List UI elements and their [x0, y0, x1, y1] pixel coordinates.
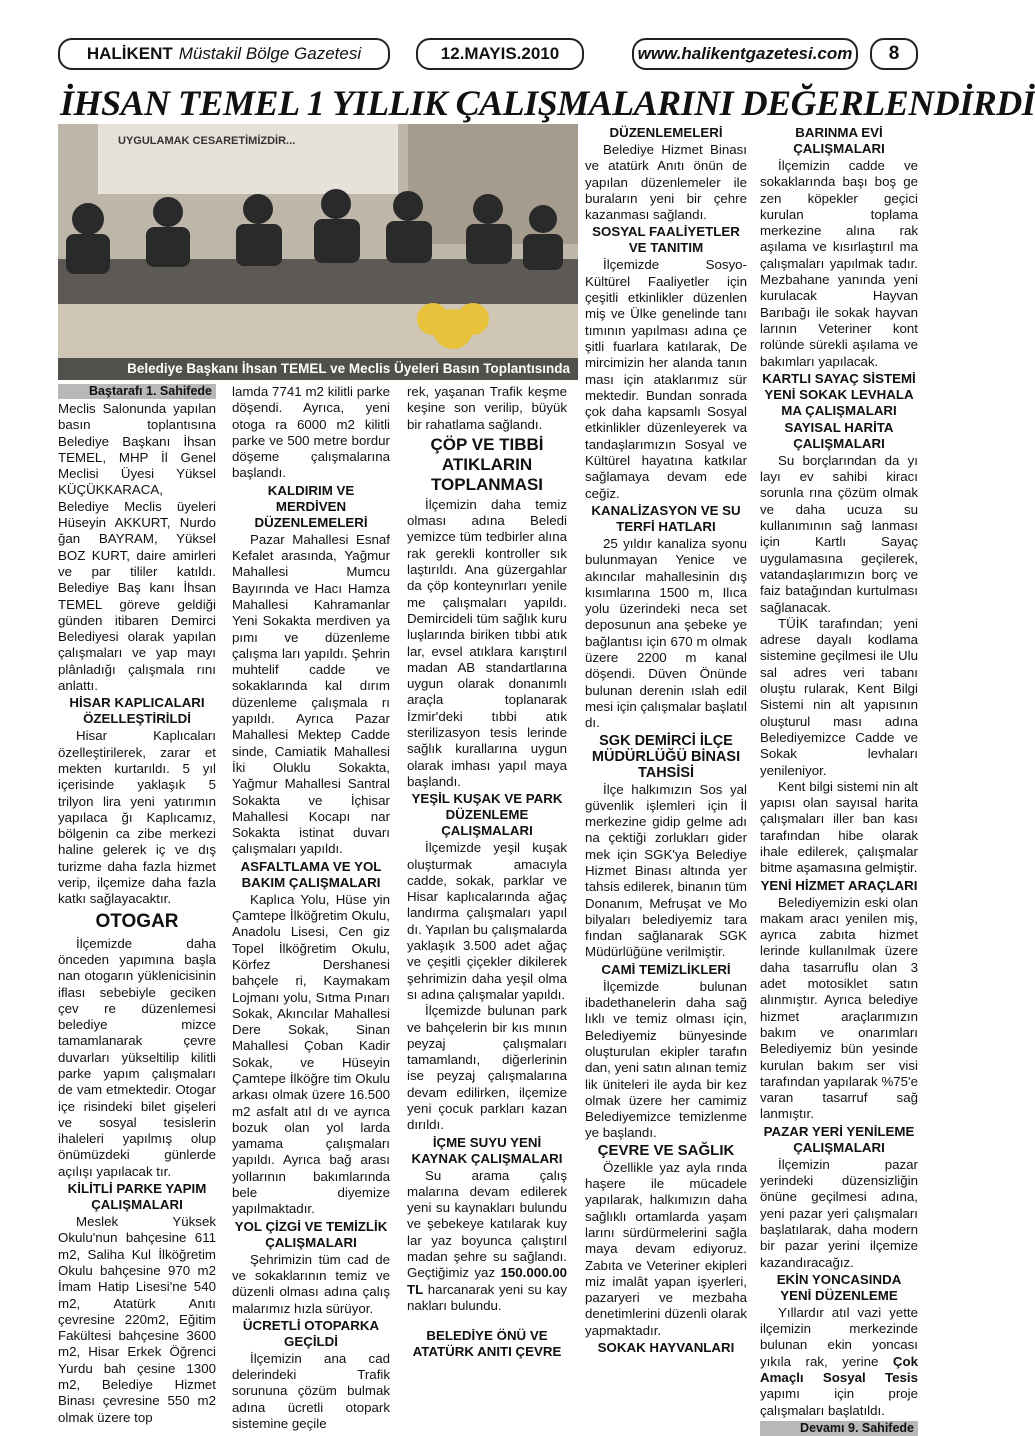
- section-heading: SOKAK HAYVANLARI: [597, 1340, 735, 1355]
- section-heading: SOSYAL FAALİYETLER VE TANITIM: [592, 224, 740, 256]
- paragraph: [407, 1168, 567, 1315]
- paragraph: İlçemizde bulunan ibadethanelerin daha sağ lıklı ve temiz olması için, Belediyemiz bünyesinde oluşturulan ekipler tarafın dan, yeni satın alınan temiz lik üniteleri ile ayda bir kez olmak üzere her camimiz Belediyemizce temizlenme ye başlandı.: [585, 978, 747, 1141]
- paragraph: İlçemizde bulunan park ve bahçelerin bir kıs mının peyzaj çalışmaları tamamlandı, diğerlerinin ise peyzaj çalışmalarına devam edilirken, ilçemize yeni çocuk parkları kazan dırıldı.: [407, 1003, 567, 1133]
- paragraph: İlçemizin cadde ve sokaklarında başı boş ge zen köpekler geçici kurulan toplama merkezine alına rak aşılama ve kısırlaştırıl ma çalışmaları yapılmak tadır. Mezbahane yanında yeni kurulacak Hayvan Barıbağı ile sokak hayvan larının Veteriner kont rolünde sürekli aşılama ve bakımları yapılacak.: [760, 158, 918, 369]
- section-heading: KANALİZASYON VE SU TERFİ HATLARI: [591, 502, 741, 534]
- paragraph: Kent bilgi sistemi nin alt yapısı olan sayısal harita çalışmaları iller ban kası tarafından hibe olarak ihale edilerek, çalışmalar bitme aşamasına gelmiştir.: [760, 778, 918, 876]
- paragraph: Hisar Kaplıcaları özelleştirilerek, zarar et mekten kurtarıldı. 5 yıl içerisinde yaklaşık 5 trilyon lira yeni yatırımın yapılaca ğı Kaplıcamız, bölgenin ca zibe merkezi haline gelerek iç ve dış turizme daha fazla hizmet verip, ilçemize daha fazla katkı sağlayacaktır.: [58, 728, 216, 907]
- brand-subtitle: Müstakil Bölge Gazetesi: [178, 44, 362, 63]
- page-number-pill: [870, 38, 918, 70]
- paragraph-text: harcanarak yeni su kay nakları bulundu.: [407, 1281, 567, 1313]
- section-heading: SAYISAL HARİTA ÇALIŞMALARI: [784, 419, 894, 451]
- column-5: [760, 124, 918, 1435]
- website-url: www.halikentgazetesi.com: [637, 44, 853, 63]
- issue-date: 12.MAYIS.2010: [440, 44, 560, 63]
- section-heading: CAMİ TEMİZLİKLERİ: [601, 961, 731, 977]
- section-heading: YOL ÇİZGİ VE TEMİZLİK ÇALIŞMALARI: [234, 1218, 388, 1250]
- section-heading: BELEDİYE ÖNÜ VE ATATÜRK ANITI ÇEVRE: [412, 1328, 562, 1360]
- section-heading: KİLİTLİ PARKE YAPIM ÇALIŞMALARI: [67, 1181, 207, 1213]
- photo-caption: Belediye Başkanı İhsan TEMEL ve Meclis Üyeleri Basın Toplantısında: [58, 358, 578, 380]
- paragraph: lamda 7741 m2 kilitli parke döşendi. Ayrıca, yeni otoga ra 6000 m2 kilitli parke ve 500 metre bordur döşeme çalışmalarına başlandı.: [232, 384, 390, 481]
- paragraph: İlçe halkımızın Sos yal güvenlik işlemleri için İl merkezine gidip gelme adı na çektiği zorlukları gider mek için SGK'ya Belediye Hizmet Binası altında yer tahsis edilerek, binanın tüm Donanım, Mefruşat ve Mo bilyaları belediyemiz tara fından sağlanarak SGK Müdürlüğüne verilmiştir.: [585, 781, 747, 960]
- banner-text: UYGULAMAK CESARETİMİZDİR...: [118, 135, 296, 147]
- column-2: [232, 384, 390, 1432]
- paragraph: İlçemizin ana cad delerindeki Trafik sorununa çözüm bulmak adına ücretli otopark sistemine geçile: [232, 1350, 390, 1432]
- paragraph: Meslek Yüksek Okulu'nun bahçesine 611 m2, Saliha Kul İlköğretim Okulu bahçesine 970 m2 İmam Hatip Lisesi'ne 540 m2, Atatürk Anıtı çevresine 220m2, Eğitim Fakültesi bahçesine 3600 m2, Hisar Erkek Öğrenci Yurdu bah çesine 1300 m2, Belediye Hizmet Binası çevresine 550 m2 olmak üzere top: [58, 1214, 216, 1425]
- table: [58, 259, 578, 304]
- paragraph: 25 yıldır kanaliza syonu bulunmayan Yenice ve akıncılar mahallesinin dış kısımlarına 1500 m, Ilıca yolu üzerindeki neca set deposunun ana şebeke ye bağlantısı için 670 m olmak üzere 2200 m kanal döşendi. Düven Önünde bulunan derenin ıslah edil mesi için çalışmalar başlatıl dı.: [585, 535, 747, 731]
- section-heading: İÇME SUYU YENİ KAYNAK ÇALIŞMALARI: [411, 1134, 563, 1166]
- section-heading: ASFALTLAMA VE YOL BAKIM ÇALIŞMALARI: [240, 858, 382, 890]
- paragraph: TÜİK tarafından; yeni adrese dayalı kodlama sistemine geçilmesi ile Ulu sal adres veri tabanı oluştu rularak, Kent Bilgi Sistemi nin alt yapısının oluşturul ması adına Belediyemizce Cadde ve Sokak levhaları yenileniyor.: [760, 615, 918, 778]
- paragraph: Belediyemizin eski olan makam aracı yenilen miş, ayrıca zabıta hizmet lerinde kullanılmak üzere daha tasarruflu olan 3 adet motosiklet satın alınmıştır. Ayrıca belediye hizmet araçlarımızın bakım ve onarımları Belediyemiz bün yesinde kurulan bakım ser visi tarafından yapılarak %75'e varan tasarruf sağ lanmıştır.: [760, 894, 918, 1122]
- paragraph-text: Yıllardır atıl vazi yette ilçemizin merkezinde bulunan ekin yoncası yıkıla rak, yerine: [760, 1304, 918, 1369]
- section-heading: PAZAR YERİ YENİLEME ÇALIŞMALARI: [763, 1123, 915, 1155]
- section-heading: DÜZENLEMELERİ: [609, 125, 723, 140]
- header-bar: [58, 38, 918, 68]
- paragraph-text: Su arama çalış malarına devam edilerek yeni su kaynakları bulundu ve şebekeye katılarak kuy lar yaz boyunca çalıştırıl madan şehre su sağlandı. Geçtiğimiz yaz: [407, 1167, 567, 1281]
- section-heading: YEŞİL KUŞAK VE PARK DÜZENLEME ÇALIŞMALARI: [411, 791, 563, 839]
- continued-from-tag: Baştarafı 1. Sahifede: [58, 384, 216, 399]
- paragraph: İlçemizde yeşil kuşak oluşturmak amacıyla cadde, sokak, parklar ve Hisar kaplıcalarında ağaç landırma çalışmaları yapıl dı. Yapılan bu çalışmalarda yaklaşık 3.500 adet ağaç ve çeşitli çiçekler dikilerek şehrimizin daha yeşil olma sı adına çalışmalar yapıldı.: [407, 840, 567, 1002]
- press-conference-photo: [58, 124, 578, 380]
- paragraph: İlçemizin daha temiz olması adına Beledi yemizce tüm tedbirler alına rak gerekli kontroller sık laştırıldı. Ana güzergahlar da çöp konteynırları yenile me çalışmaları yapıldı. Demircideli tüm sağlık kuru luşlarında biriken tıbbi atık lar, evsel atıklara karıştırıl madan AB standartlarına uygun olarak donanımlı araçla toplanarak İzmir'deki tıbbi atık sterilizasyon tesis lerinde sağlık kurallarına uygun olarak imhası yapıl maya başlandı.: [407, 496, 567, 789]
- section-heading: OTOGAR: [95, 910, 179, 932]
- paragraph: Pazar Mahallesi Esnaf Kefalet arasında, Yağmur Mahallesi Mumcu Bayırında ve Hacı Hamza Mahallesi Kahramanlar Yeni Sokakta merdiven ya pımı ve düzenleme çalışma ları yapıldı. Şehrin muhtelif cadde ve sokaklarında kal dırım düzenleme çalışmala rı yapıldı. Ayrıca Pazar Mahallesi Mektep Cadde sinde, Camiatik Mahallesi İki Oluklu Sokakta, Yağmur Mahallesi Santral Sokakta ve İçhisar Mahallesi Kocapı nar Sokakta istinat duvarı çalışmaları yapıldı.: [232, 531, 390, 857]
- brand-name: HALİKENT: [86, 44, 173, 63]
- column-4: [585, 124, 747, 1355]
- paragraph: Meclis Salonunda yapılan basın toplantısına Belediye Başkanı İhsan TEMEL, MHP İl Genel Meclisi Üyesi Yüksel KÜÇÜKKARACA, Belediye Meclis üyeleri Hüseyin AKKURT, Nurdo ğan BAYRAM, Yüksel BOZ KURT, daire amirleri ve par tililer katıldı. Belediye Baş kanı İhsan TEMEL göreve geldiği günden itibaren Demirci Belediyesi olarak yapılan çalışmaları ve yap mayı plânladığı çalışmala rını anlattı.: [58, 401, 216, 694]
- paragraph: İlçemizin pazar yerindeki düzensizliğin önüne geçilmesi adına, yeni pazar yeri çalışmaları başlatılarak, daha modern bir pazar yerini ilçemize kazandıracağız.: [760, 1156, 918, 1270]
- section-heading: ÇEVRE VE SAĞLIK: [597, 1141, 735, 1159]
- section-heading: BARINMA EVİ ÇALIŞMALARI: [793, 125, 885, 156]
- paragraph-text: yapımı için proje çalışmaları başlatıldı.: [760, 1386, 918, 1418]
- page-number: 8: [888, 43, 900, 64]
- date-pill: [416, 38, 584, 70]
- paragraph: Belediye Hizmet Binası ve atatürk Anıtı önün de yapılan düzenlemeler ile buraların yeni bir çehre kazanması sağlandı.: [585, 142, 747, 223]
- section-heading: KALDIRIM VE MERDİVEN DÜZENLEMELERİ: [254, 482, 368, 530]
- paragraph: [760, 1305, 918, 1419]
- paragraph: rek, yaşanan Trafik keşme keşine son verilip, büyük bir rahatlama sağlandı.: [407, 384, 567, 432]
- facility-highlight: Çok Amaçlı Sosyal Tesis: [760, 1353, 918, 1385]
- brand-pill: [58, 38, 390, 70]
- section-heading: EKİN YONCASINDA YENİ DÜZENLEME: [776, 1271, 902, 1303]
- section-heading: KARTLI SAYAÇ SİSTEMİ YENİ SOKAK LEVHALA MA ÇALIŞMALARI: [762, 370, 916, 418]
- paragraph: Su borçlarından da yı layı ev sahibi kiracı sorunla rına çözüm olmak ve daha ucuza su kullanımının sağ lanması için Kartlı Sayaç uygulamasına geçilerek, vatandaşlarımızın borç ve faiz batağından kurtulması sağlanacak.: [760, 452, 918, 615]
- section-heading: ÇÖP VE TIBBİ ATIKLARIN TOPLANMASI: [430, 434, 544, 494]
- paragraph: Özellikle yaz ayla rında haşere ile mücadele yapılarak, halkımızın daha sağlıklı ortamlarda yaşam larını sürdürmelerini sağla maya devam ediyoruz. Zabıta ve Veteriner ekipleri miz imalât yapan işyerleri, pazaryeri ve mezbaha denetimlerini düzenli olarak yapmaktadır.: [585, 1159, 747, 1338]
- website-pill: [632, 38, 858, 70]
- continued-on-tag: Devamı 9. Sahifede: [760, 1421, 918, 1436]
- column-1: [58, 384, 216, 1425]
- section-heading: SGK DEMİRCİ İLÇE MÜDÜRLÜĞÜ BİNASI TAHSİSİ: [591, 732, 741, 781]
- paragraph: Şehrimizin tüm cad de ve sokaklarının temiz ve düzenli olması adına çalış malarımız hızla sürüyor.: [232, 1251, 390, 1316]
- photo-illustration: [58, 124, 578, 380]
- amount-highlight: 150.000.00 TL: [407, 1265, 567, 1297]
- paragraph: İlçemizde Sosyo-Kültürel Faaliyetler için çeşitli etkinlikler düzenlen miş ve Ülke genelinde tanı tımının yapılması adına çe şitli fuarlara katılarak, De mircimizin her alanda tanın ması için ataklarımız sür mektedir. Bundan sonrada çok daha kapsamlı Sosyal etkinlikler düzenleyerek va tandaşlarımızın Sosyal ve Kültürel hayatına katkılar sağlamaya devam ede ceğiz.: [585, 257, 747, 501]
- column-3: [407, 384, 567, 1360]
- section-heading: HİSAR KAPLICALARI ÖZELLEŞTİRİLDİ: [69, 695, 205, 727]
- paragraph: Kaplıca Yolu, Hüse yin Çamtepe İlköğretim Okulu, Anadolu Lisesi, Cen giz Topel İlköğretim Okulu, Körfez Dershanesi bahçele ri, Kaymakam Lojmanı yolu, Sıtma Pınarı Sokak, Akıncılar Mahallesi Dere Sokak, Sinan Mahallesi Çoban Kadir Sokak, ve Hüseyin Çamtepe İlköğre tim Okulu arkası olmak üzere 16.500 m2 asfalt atıl dı ve ayrıca bozuk olan yol larda yamama çalışmaları yapıldı. Ayrıca bağ arası yollarının bakımlarında bele diyemize yapılmaktadır.: [232, 891, 390, 1217]
- section-heading: ÜCRETLİ OTOPARKA GEÇİLDİ: [242, 1317, 380, 1349]
- section-heading: YENİ HİZMET ARAÇLARI: [760, 877, 918, 893]
- headline: İHSAN TEMEL 1 YILLIK ÇALIŞMALARINI DEĞERLENDİRDİ: [60, 83, 1035, 123]
- paragraph: İlçemizde daha önceden yapımına başla nan otogarın yüklenicisinin iflası sebebiyle geciken çev re düzenlemesi belediye mizce tamamlanarak çevre duvarları yükseltilip kilitli parke yapım çalışmaları de vam etmektedir. Otogar içe risindeki bilet gişeleri ve sosyal tesislerin ihaleleri yapılmış olup önümüzdeki günlerde açılışı yapılacak tır.: [58, 935, 216, 1179]
